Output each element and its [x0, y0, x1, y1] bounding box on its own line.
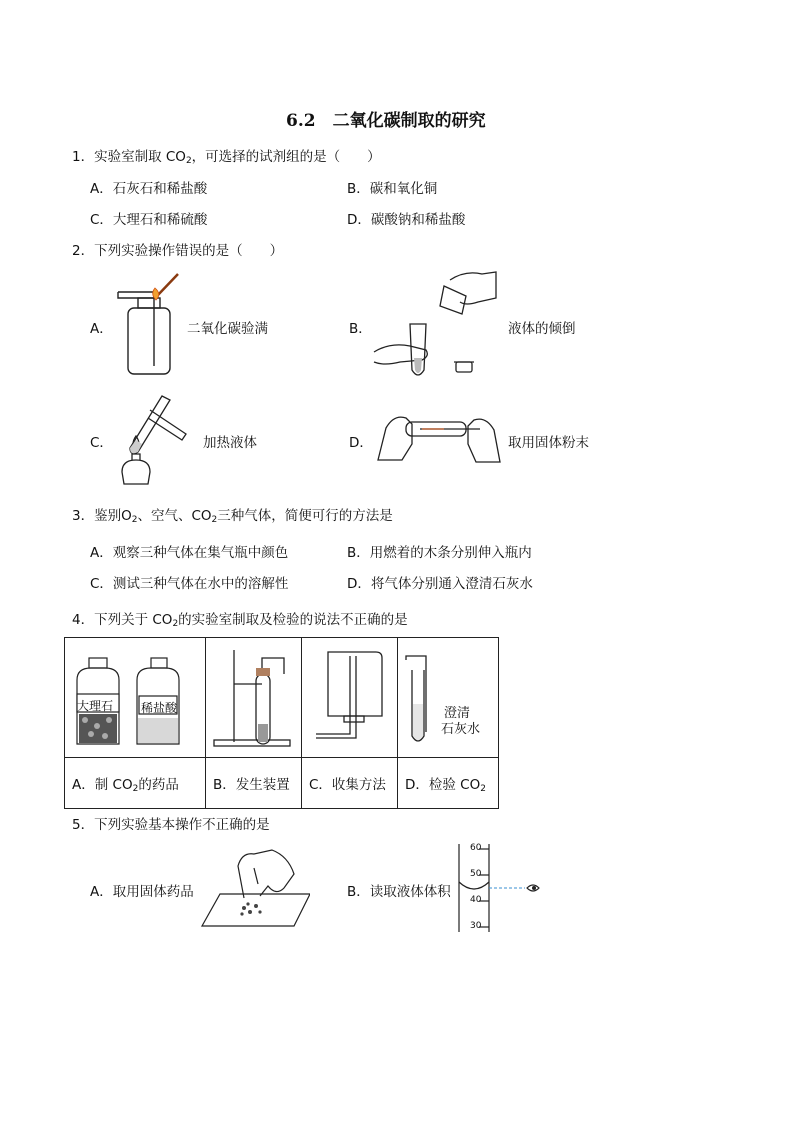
q3-option-b[interactable]: B．用燃着的木条分别伸入瓶内	[347, 545, 532, 561]
q1-option-a[interactable]: A．石灰石和稀盐酸	[90, 181, 208, 197]
q1-stem-post: ，可选择的试剂组的是（ ）	[191, 149, 381, 165]
tick-50: 50	[470, 869, 482, 879]
q3-option-c[interactable]: C．测试三种气体在水中的溶解性	[90, 576, 289, 592]
q4-table	[64, 637, 499, 809]
q2-option-d-label: 取用固体粉末	[508, 435, 589, 451]
q4-stem-pre: 4．下列关于 CO	[72, 612, 173, 628]
q4-option-c[interactable]	[302, 758, 398, 809]
q2-option-a-letter[interactable]: A．	[90, 321, 113, 337]
q4-caption-b: B．发生装置	[213, 777, 290, 793]
q4-caption-a-sub: 2	[132, 783, 139, 794]
q2-option-d-letter[interactable]: D．	[349, 435, 373, 451]
q4-caption-d-pre: D．检验 CO	[405, 776, 481, 793]
q1-option-b[interactable]: B．碳和氧化铜	[347, 181, 438, 197]
adding-powder-to-test-tube-illustration	[372, 400, 506, 468]
q1-option-d[interactable]: D．碳酸钠和稀盐酸	[347, 212, 466, 228]
limewater-label-1: 澄清	[444, 706, 471, 721]
q3-option-a[interactable]: A．观察三种气体在集气瓶中颜色	[90, 545, 289, 561]
q4-option-b[interactable]	[206, 758, 302, 809]
limewater-label-2: 石灰水	[441, 722, 481, 737]
graduated-cylinder-figure	[455, 840, 545, 935]
q4-stem-post: 的实验室制取及检验的说法不正确的是	[178, 612, 408, 628]
graduated-cylinder-illustration	[455, 840, 545, 935]
q1-option-c[interactable]: C．大理石和稀硫酸	[90, 212, 208, 228]
pouring-liquid-illustration	[370, 266, 505, 384]
q5-option-b[interactable]: B．读取液体体积	[347, 884, 451, 900]
tick-30: 30	[470, 921, 482, 931]
question-1-stem	[72, 145, 381, 166]
heating-liquid-illustration	[110, 388, 202, 490]
q3-option-d[interactable]: D．将气体分别通入澄清石灰水	[347, 576, 533, 592]
q4-stem-sub: 2	[172, 619, 179, 629]
q4-figure-cell-b	[206, 638, 302, 758]
q4-figure-cell-d	[398, 638, 499, 758]
q2-option-c-letter[interactable]: C．	[90, 435, 113, 451]
q4-caption-d-sub: 2	[480, 783, 486, 794]
limewater-test-illustration	[398, 640, 498, 755]
gas-bottle-with-burning-match-illustration	[112, 270, 184, 378]
q4-caption-c: C．收集方法	[309, 777, 386, 793]
q4-option-a[interactable]	[65, 758, 206, 809]
q4-caption-a-post: 的药品	[138, 776, 179, 793]
q3-o2-sub: 2	[131, 515, 138, 525]
question-5-stem: 5．下列实验基本操作不正确的是	[72, 817, 270, 833]
collection-method-illustration	[302, 638, 397, 753]
q4-option-d[interactable]	[398, 758, 499, 809]
tick-60: 60	[470, 843, 482, 853]
q3-stem-mid: 、空气、CO	[137, 508, 212, 524]
question-2-stem: 2．下列实验操作错误的是（ ）	[72, 243, 284, 259]
q2-option-c-label: 加热液体	[203, 435, 257, 451]
q4-figure-cell-c	[302, 638, 398, 758]
q3-stem-post: 三种气体，简便可行的方法是	[217, 508, 393, 524]
question-4-stem	[72, 608, 408, 629]
marble-label: 大理石	[77, 699, 114, 713]
acid-label: 稀盐酸	[141, 701, 178, 715]
page-title: 6.2 二氧化碳制取的研究	[286, 111, 486, 131]
q1-stem-pre: 1．实验室制取 CO	[72, 149, 186, 165]
q4-caption-a-pre: A．制 CO	[72, 776, 133, 793]
question-3-stem	[72, 504, 393, 525]
q5-option-a[interactable]: A．取用固体药品	[90, 884, 194, 900]
tick-40: 40	[470, 895, 482, 905]
q3-o2: O	[121, 508, 132, 524]
taking-solid-reagent-illustration	[198, 846, 310, 930]
q4-figure-cell-a	[65, 638, 206, 758]
q2-option-b-letter[interactable]: B．	[349, 321, 372, 337]
q2-option-b-label: 液体的倾倒	[508, 321, 576, 337]
q1-stem-sub: 2	[185, 156, 192, 166]
q3-stem-pre: 3．鉴别	[72, 508, 122, 524]
q2-option-a-label: 二氧化碳验满	[187, 321, 268, 337]
generation-apparatus-illustration	[206, 638, 301, 753]
q3-co2-sub: 2	[211, 515, 218, 525]
